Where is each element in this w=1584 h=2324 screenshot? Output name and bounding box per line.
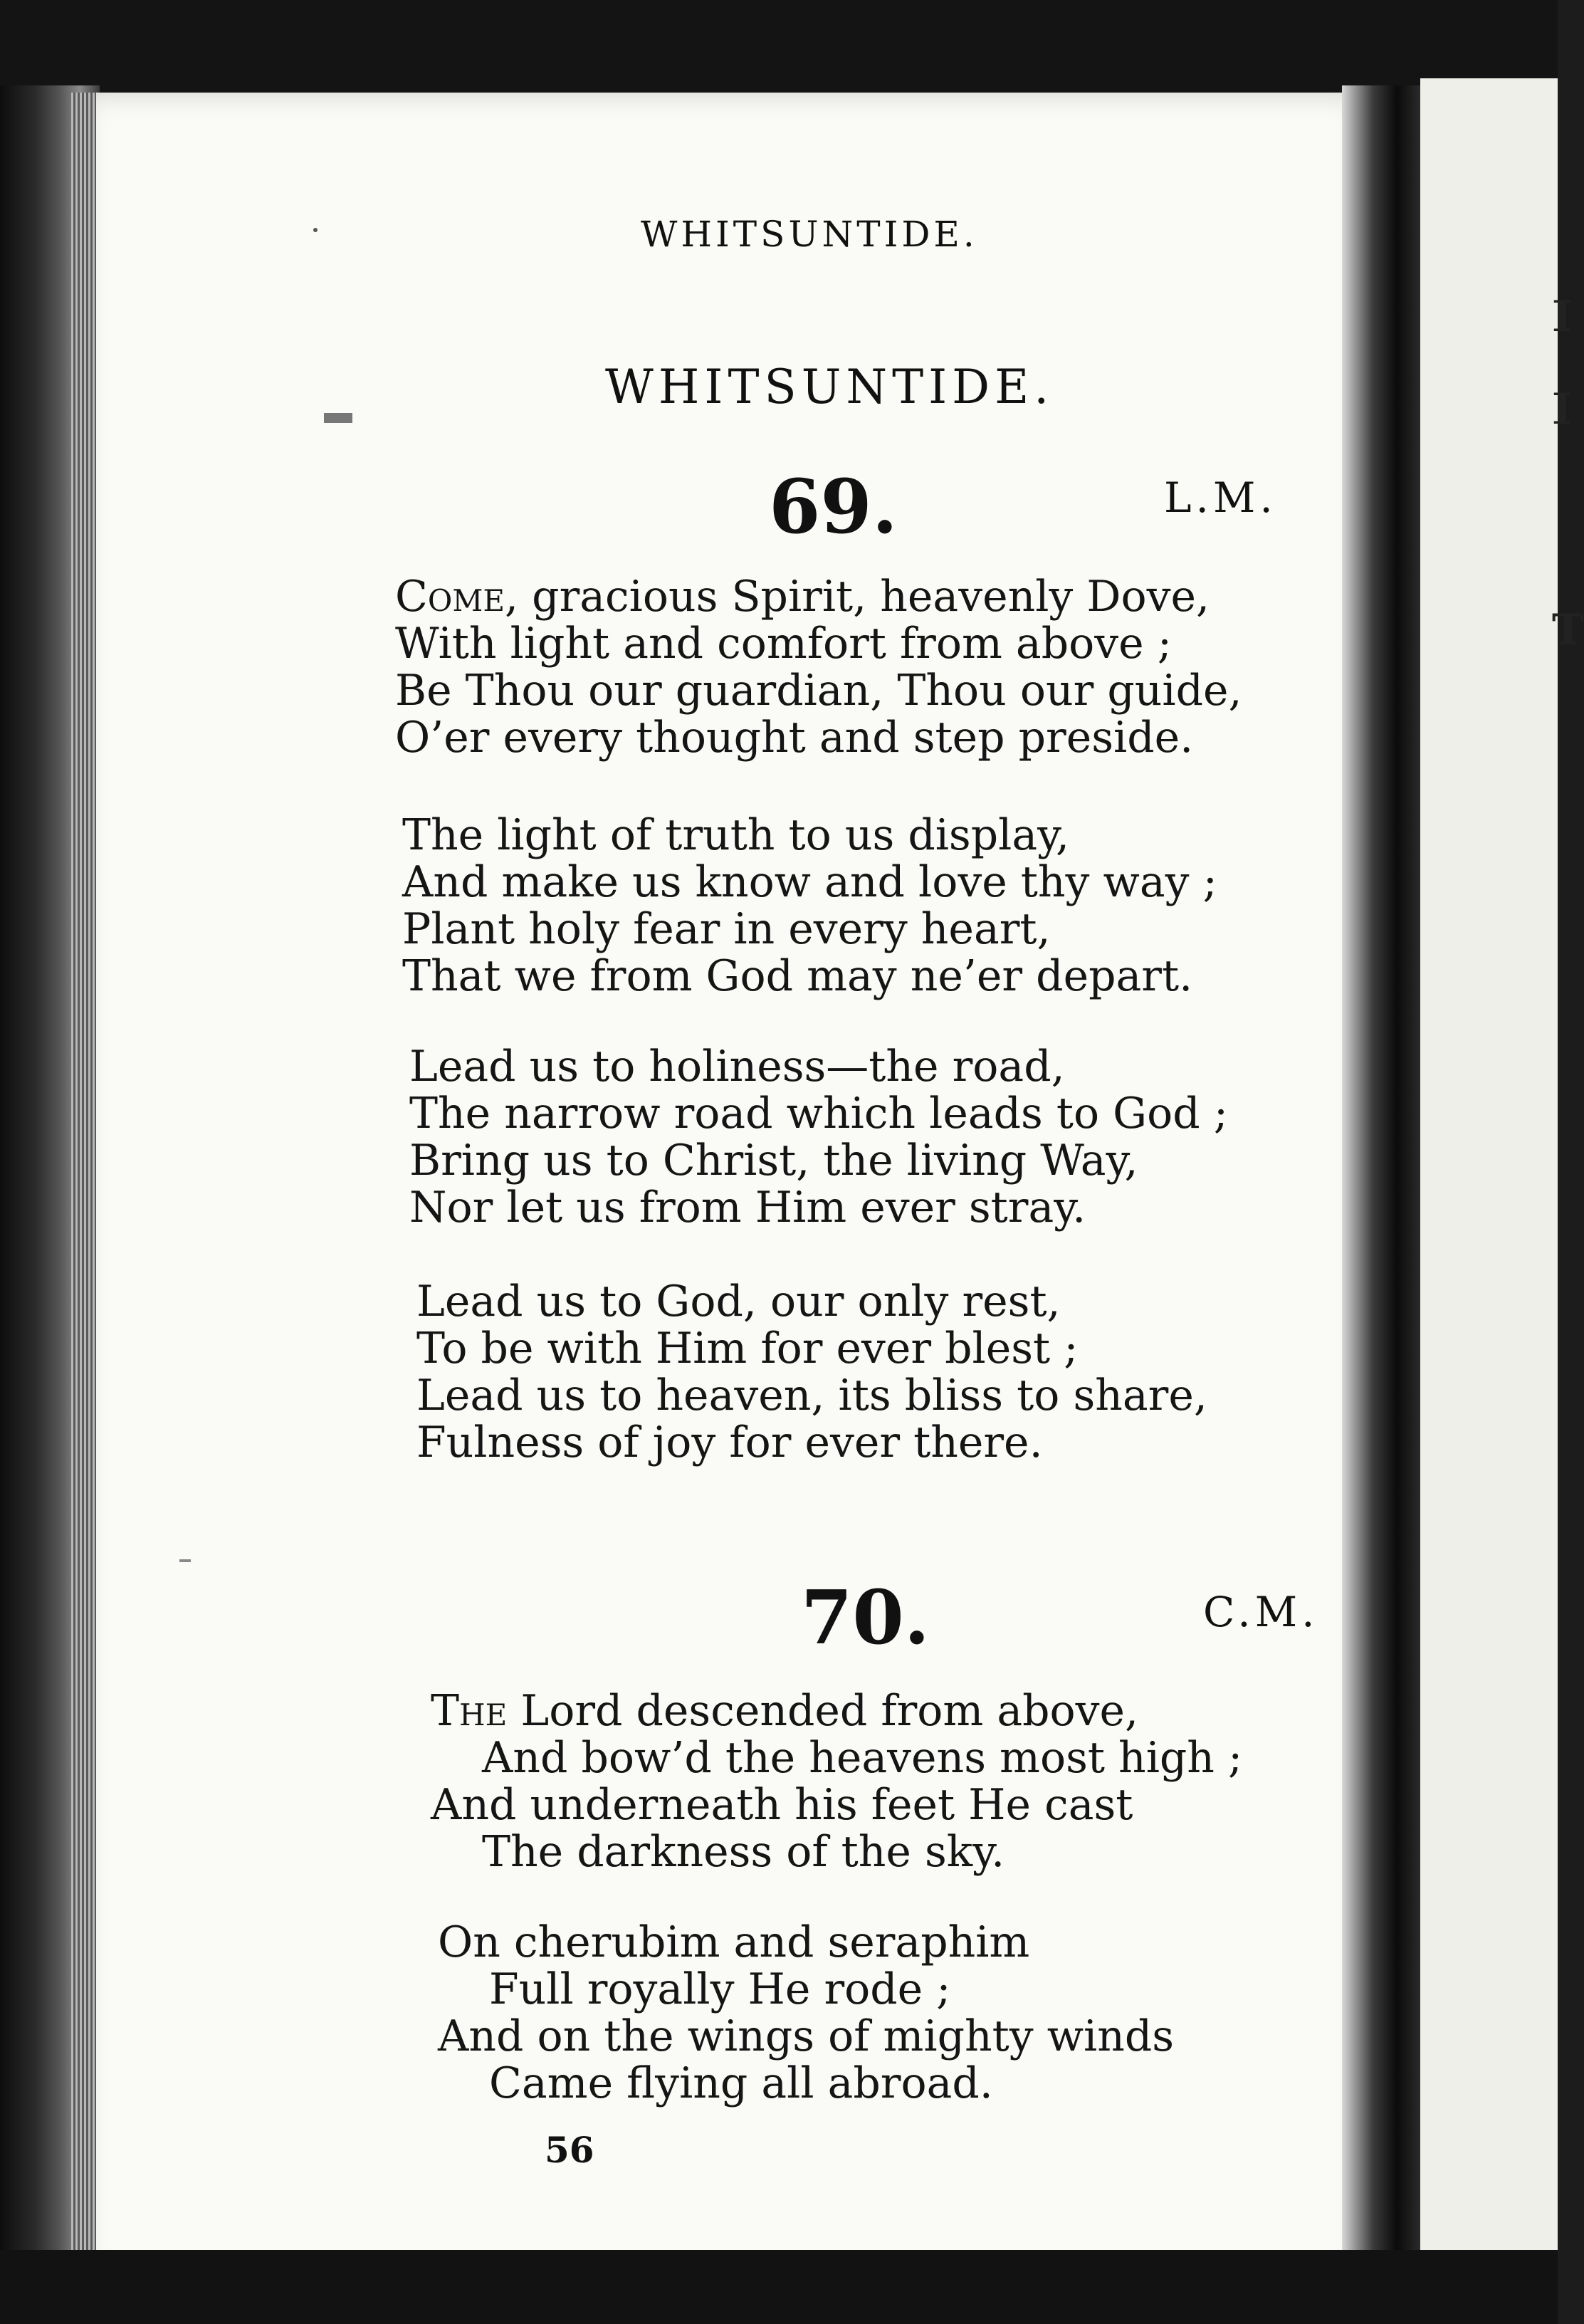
verse-line: The Lord descended from above,: [431, 1686, 1139, 1736]
first-word: Come: [395, 572, 505, 622]
scan-speck: [324, 413, 352, 423]
hymn-number: 69.: [769, 463, 898, 550]
section-title: WHITSUNTIDE.: [605, 360, 1054, 414]
verse-line: That we from God may ne’er depart.: [402, 951, 1193, 1001]
facing-page-fragment: I: [1552, 384, 1573, 434]
verse-line: And make us know and love thy way ;: [402, 857, 1217, 907]
verse-line: Came flying all abroad.: [489, 2058, 993, 2108]
facing-page-edge: [1420, 78, 1584, 2257]
running-head: WHITSUNTIDE.: [641, 214, 978, 255]
verse-line: And bow’d the heavens most high ;: [482, 1733, 1243, 1783]
verse-line: Lead us to heaven, its bliss to share,: [416, 1371, 1207, 1420]
hymn-meter: C.M.: [1203, 1588, 1319, 1636]
stanza: [395, 573, 1242, 761]
stanza: [416, 1278, 1207, 1466]
page-number: 56: [545, 2129, 594, 2171]
scan-top-border: [0, 0, 1558, 93]
verse-line: And on the wings of mighty winds: [438, 2011, 1175, 2061]
verse-line: Fulness of joy for ever there.: [416, 1418, 1043, 1467]
verse-line: The narrow road which leads to God ;: [409, 1089, 1228, 1139]
first-word: The: [431, 1686, 508, 1736]
stanza: [431, 1687, 1242, 1875]
verse-line: Lead us to God, our only rest,: [416, 1277, 1061, 1326]
verse-line: With light and comfort from above ;: [395, 619, 1172, 669]
verse-line: To be with Him for ever blest ;: [416, 1324, 1079, 1373]
verse-line: Come, gracious Spirit, heavenly Dove,: [395, 572, 1210, 622]
scan-bottom-border: [0, 2250, 1558, 2324]
verse-line: Nor let us from Him ever stray.: [409, 1183, 1086, 1232]
verse-line: On cherubim and seraphim: [438, 1917, 1030, 1967]
page-edges: [71, 93, 100, 2271]
verse-line: Be Thou our guardian, Thou our guide,: [395, 666, 1242, 716]
verse-line: Plant holy fear in every heart,: [402, 904, 1051, 954]
hymn-number: 70.: [801, 1574, 930, 1661]
scan-speck: [313, 228, 318, 232]
verse-line: And underneath his feet He cast: [431, 1780, 1133, 1830]
verse-line: Lead us to holiness—the road,: [409, 1042, 1065, 1092]
verse-line: Bring us to Christ, the living Way,: [409, 1136, 1138, 1185]
book-gutter: [1342, 85, 1420, 2278]
facing-page-fragment: T: [1552, 605, 1584, 655]
verse-line: Full royally He rode ;: [489, 1964, 951, 2014]
scan-speck: [179, 1559, 191, 1562]
verse-line: The darkness of the sky.: [482, 1827, 1005, 1877]
stanza: [409, 1043, 1228, 1231]
stanza: [438, 1919, 1174, 2107]
verse-line: The light of truth to us display,: [402, 810, 1070, 860]
stanza: [402, 812, 1217, 1000]
verse-line: O’er every thought and step preside.: [395, 713, 1194, 763]
facing-page-fragment: I: [1552, 292, 1573, 342]
hymn-meter: L.M.: [1164, 473, 1277, 522]
